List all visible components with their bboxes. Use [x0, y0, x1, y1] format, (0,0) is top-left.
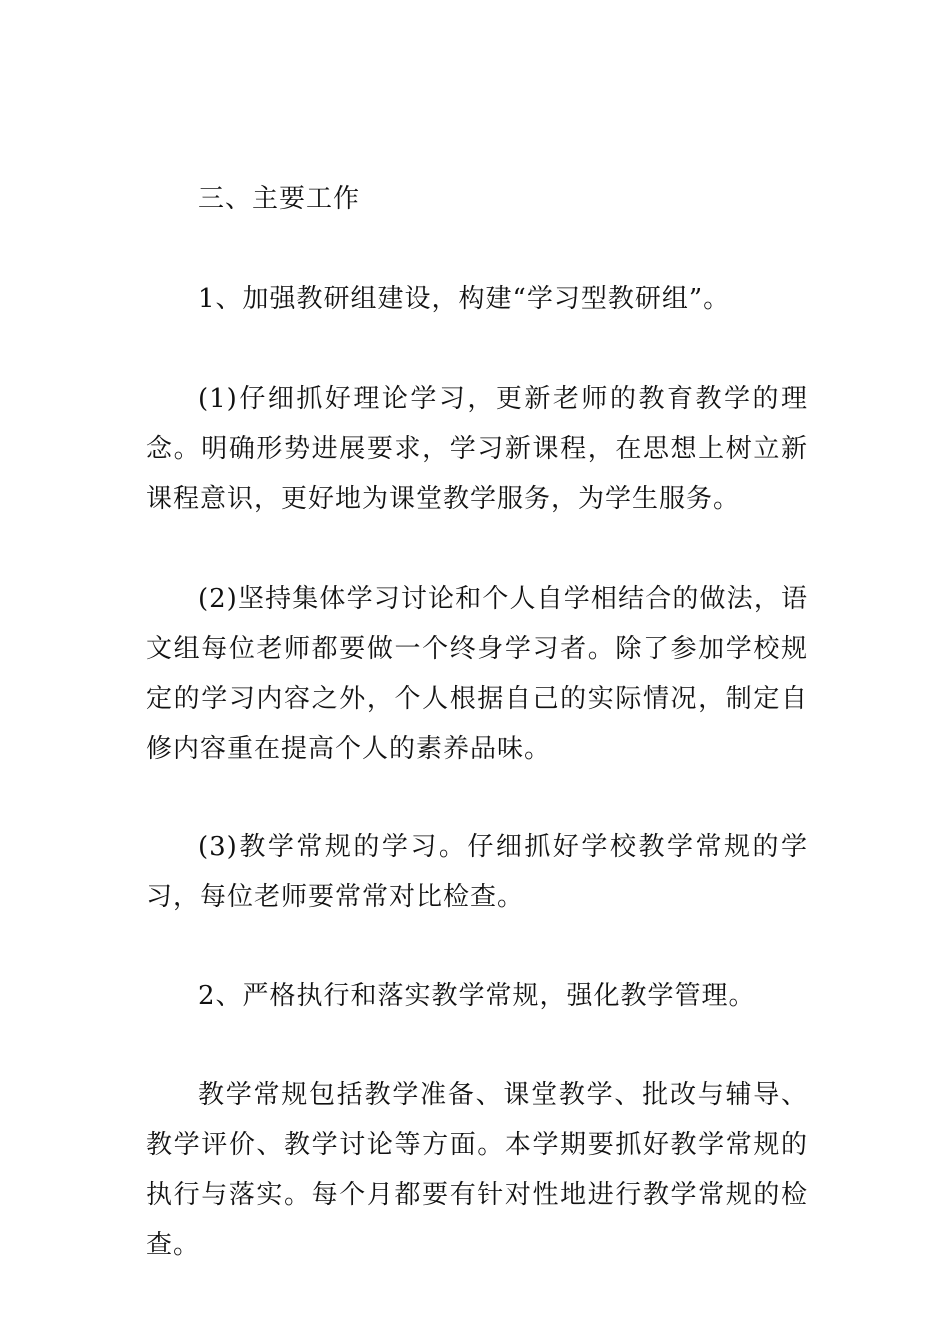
item1-title: 1、加强教研组建设，构建“学习型教研组”。 — [198, 284, 731, 314]
item1-paragraph-1: (1)仔细抓好理论学习，更新老师的教育教学的理念。明确形势进展要求，学习新课程，在思想上树立新课程意识，更好地为课堂教学服务，为学生服务。 — [146, 384, 808, 514]
item1-paragraph-2: (2)坚持集体学习讨论和个人自学相结合的做法，语文组每位老师都要做一个终身学习者。除了参加学校规定的学习内容之外，个人根据自己的实际情况，制定自修内容重在提高个人的素养品味。 — [146, 584, 808, 764]
item1-paragraph-3: (3)教学常规的学习。仔细抓好学校教学常规的学习，每位老师要常常对比检查。 — [146, 832, 808, 912]
item2-paragraph-1: 教学常规包括教学准备、课堂教学、批改与辅导、教学评价、教学讨论等方面。本学期要抓好教学常规的执行与落实。每个月都要有针对性地进行教学常规的检查。 — [146, 1080, 808, 1260]
item2-title: 2、严格执行和落实教学常规，强化教学管理。 — [198, 981, 756, 1011]
section-title: 三、主要工作 — [198, 184, 361, 214]
